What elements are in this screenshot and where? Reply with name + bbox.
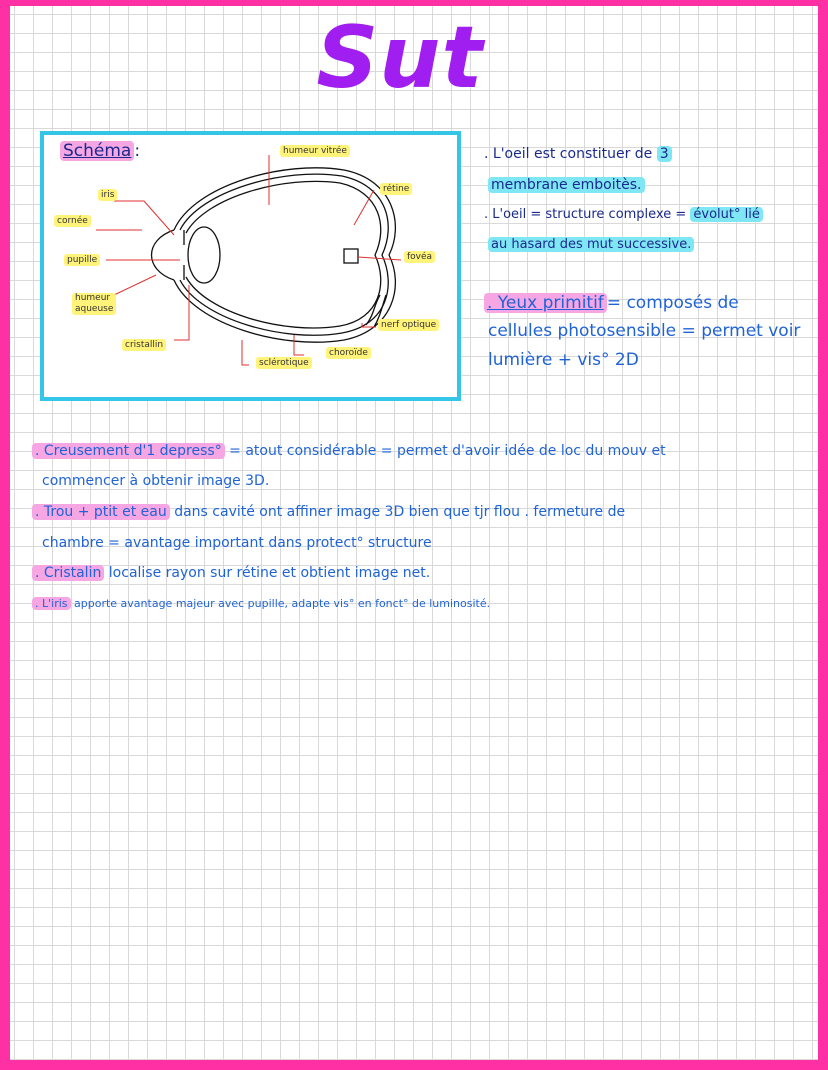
right-note-line4 bbox=[488, 236, 694, 254]
eye-diagram bbox=[40, 131, 461, 401]
label-retine: rétine bbox=[380, 183, 412, 195]
body-note-2-line2: chambre = avantage important dans protect° structure bbox=[42, 535, 432, 551]
yeux-primitif-line1 bbox=[484, 292, 739, 314]
label-cornee: cornée bbox=[54, 215, 91, 227]
label-sclerotique: sclérotique bbox=[256, 357, 312, 369]
page-title: Sut bbox=[316, 8, 484, 108]
right-note-line1-text: . L'oeil est constituer de bbox=[484, 146, 653, 162]
right-note-line1-num: 3 bbox=[657, 146, 672, 162]
label-pupille: pupille bbox=[64, 254, 100, 266]
right-note-line2 bbox=[488, 176, 645, 194]
body-note-1 bbox=[32, 440, 666, 462]
right-note-line3-hl: évolut° lié bbox=[690, 207, 762, 222]
body-note-3 bbox=[32, 562, 430, 584]
body-note-3-rest: localise rayon sur rétine et obtient image net. bbox=[108, 565, 431, 581]
body-note-3-hl: . Cristalin bbox=[32, 565, 104, 581]
label-humeur-aqueuse-1: humeur bbox=[75, 293, 111, 303]
right-note-line3 bbox=[484, 206, 763, 224]
yeux-primitif-line2: cellules photosensible = permet voir bbox=[488, 321, 801, 341]
diagram-heading-colon: : bbox=[134, 141, 141, 161]
right-note-line4-text: au hasard des mut successive. bbox=[488, 237, 694, 252]
label-humeur-aqueuse-2: aqueuse bbox=[75, 304, 114, 314]
body-note-4 bbox=[32, 593, 490, 615]
body-note-2-rest: dans cavité ont affiner image 3D bien que tjr flou . fermeture de bbox=[174, 504, 626, 520]
diagram-heading-text: Schéma bbox=[60, 141, 134, 161]
body-note-4-hl: . L'iris bbox=[32, 597, 71, 610]
eye-drawing bbox=[44, 135, 457, 397]
label-cristallin: cristallin bbox=[122, 339, 166, 351]
body-note-1-line2: commencer à obtenir image 3D. bbox=[42, 473, 270, 489]
label-choroide: choroïde bbox=[326, 347, 371, 359]
label-humeur-vitree: humeur vitrée bbox=[280, 145, 350, 157]
body-note-2 bbox=[32, 501, 625, 523]
body-note-1-hl: . Creusement d'1 depress° bbox=[32, 443, 225, 459]
right-note-line2-text: membrane emboitès. bbox=[488, 177, 645, 193]
body-note-4-rest: apporte avantage majeur avec pupille, adapte vis° en fonct° de luminosité. bbox=[74, 597, 491, 610]
label-fovea: fovéa bbox=[404, 251, 435, 263]
right-note-line1 bbox=[484, 145, 672, 163]
yeux-primitif-title: . Yeux primitif bbox=[484, 293, 607, 313]
right-note-line3-text: . L'oeil = structure complexe = bbox=[484, 207, 687, 222]
yeux-primitif-line3: lumière + vis° 2D bbox=[488, 350, 639, 370]
label-iris: iris bbox=[98, 189, 117, 201]
body-note-2-hl: . Trou + ptit et eau bbox=[32, 504, 170, 520]
label-humeur-aqueuse bbox=[72, 293, 116, 315]
label-nerf-optique: nerf optique bbox=[378, 319, 439, 331]
yeux-primitif-line1-rest: = composés de bbox=[606, 293, 739, 313]
body-note-1-rest: = atout considérable = permet d'avoir idée de loc du mouv et bbox=[229, 443, 666, 459]
